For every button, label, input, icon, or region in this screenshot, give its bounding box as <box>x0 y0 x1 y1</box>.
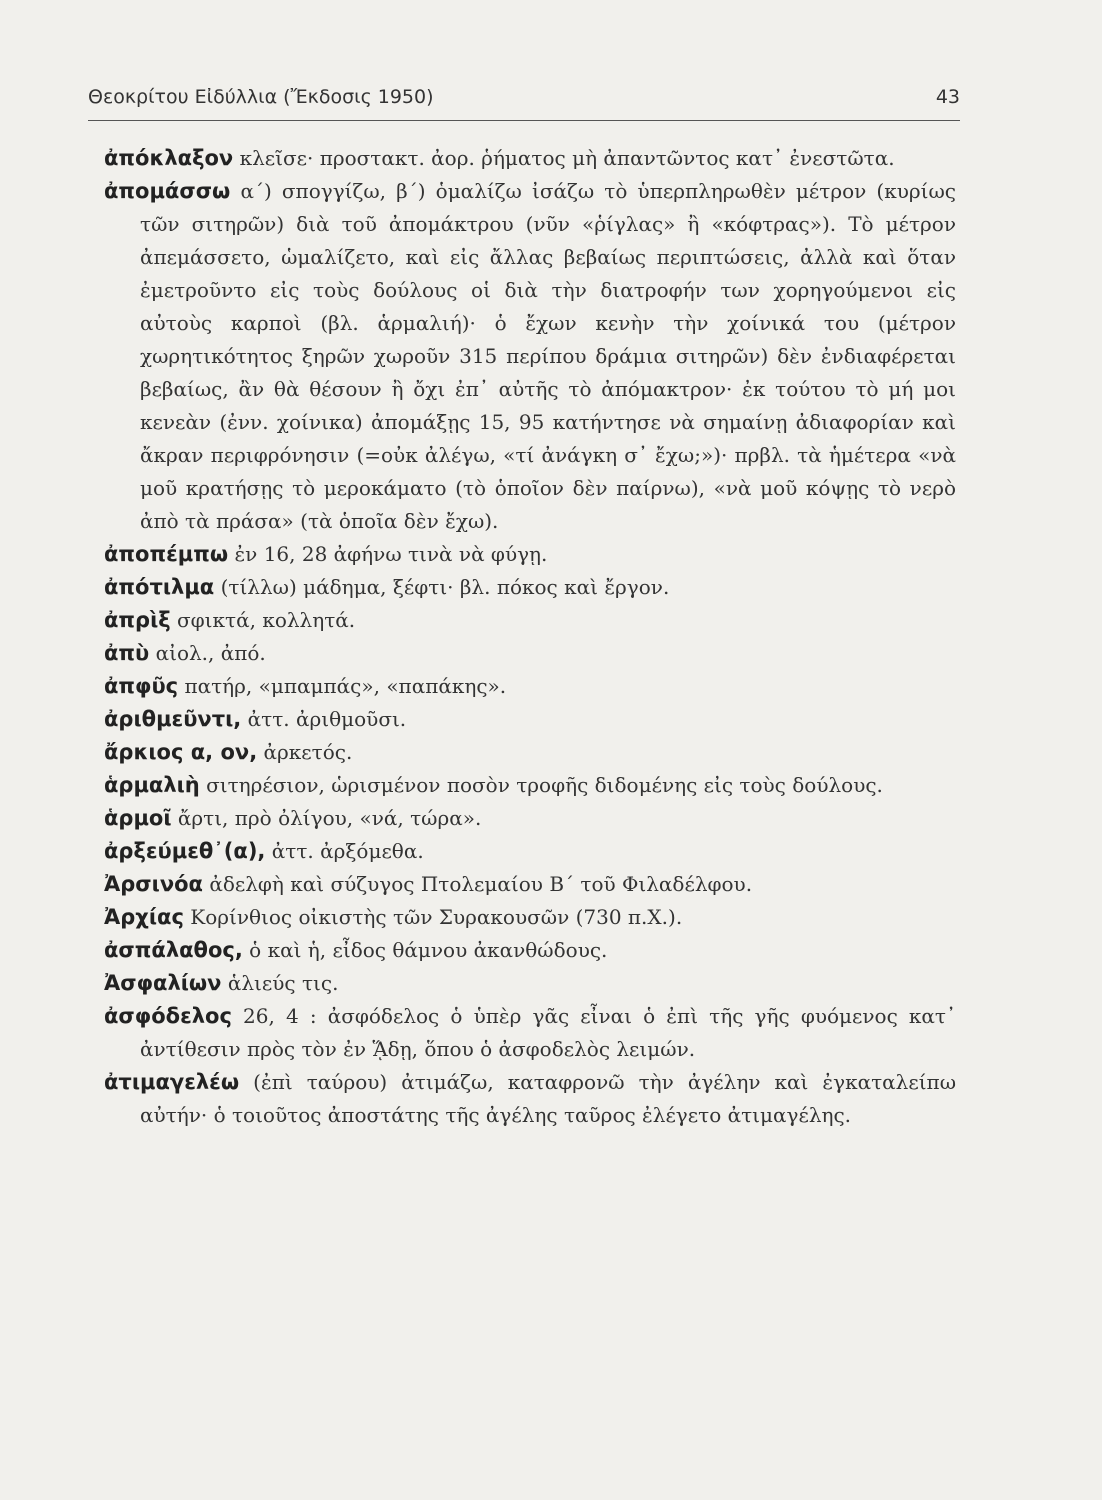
page-number: 43 <box>935 86 960 108</box>
entry-lemma: ἁρμαλιὴ <box>104 773 200 797</box>
entry-lemma: ἁρμοῖ <box>104 806 172 830</box>
entry-definition: ἀττ. ἀρξόμεθα. <box>265 839 424 863</box>
entry-lemma: ἀπὺ <box>104 641 150 665</box>
entry-definition: 26, 4 : ἀσφόδελος ὁ ὑπὲρ γᾶς εἶναι ὁ ἐπὶ τῆς γῆς φυόμενος κατ᾽ ἀντίθεσιν πρὸς τὸν ἐν ᾍδῃ, ὅπου ὁ ἀσφοδελὸς λειμών. <box>140 1004 956 1061</box>
entry-definition: πατήρ, «μπαμπάς», «παπάκης». <box>178 674 507 698</box>
entry-definition: ἐν 16, 28 ἀφήνω τινὰ νὰ φύγῃ. <box>228 542 548 566</box>
entry-apotilma <box>104 571 956 604</box>
entry-arsinoa <box>104 868 956 901</box>
entry-definition: Κορίνθιος οἰκιστὴς τῶν Συρακουσῶν (730 π.Χ.). <box>183 905 683 929</box>
entry-definition: ὁ καὶ ἡ, εἶδος θάμνου ἀκανθώδους. <box>242 938 608 962</box>
entry-lemma: Ἀρσινόα <box>104 872 203 896</box>
entry-archias <box>104 901 956 934</box>
entry-apoklaxon <box>104 142 956 175</box>
entry-lemma: Ἀσφαλίων <box>104 971 222 995</box>
entry-lemma: ἀσφόδελος <box>104 1004 232 1028</box>
entry-apopempo <box>104 538 956 571</box>
entry-definition: αἰολ., ἀπό. <box>149 641 266 665</box>
entry-lemma: ἀπφῦς <box>104 674 179 698</box>
glossary-entries <box>104 142 956 1132</box>
entry-apphys <box>104 670 956 703</box>
entry-lemma: ἀπότιλμα <box>104 575 215 599</box>
entry-lemma: ἀπομάσσω <box>104 179 231 203</box>
header-rule <box>88 120 960 121</box>
entry-harmoi <box>104 802 956 835</box>
entry-aprix <box>104 604 956 637</box>
entry-definition: σιτηρέσιον, ὡρισμένον ποσὸν τροφῆς διδομένης εἰς τοὺς δούλους. <box>199 773 883 797</box>
entry-definition: α΄) σπογγίζω, β΄) ὁμαλίζω ἰσάζω τὸ ὑπερπληρωθὲν μέτρον (κυρίως τῶν σιτηρῶν) διὰ τοῦ ἀπομάκτρου (νῦν «ῥίγλας» ἢ «κόφτρας»). Τὸ μέτρον ἀπεμάσσετο, ὡμαλίζετο, καὶ εἰς ἄλλας βεβαίως περιπτώσεις, ἀλλὰ καὶ ὅταν ἐμετροῦντο εἰς τοὺς δούλους οἱ διὰ τὴν διατροφήν των χορηγούμενοι εἰς αὐτοὺς καρποὶ (βλ. ἁρμαλιή)· ὁ ἔχων κενὴν τὴν χοίνικά του (μέτρον χωρητικότητος ξηρῶν χωροῦν 315 περίπου δράμια σιτηρῶν) δὲν ἐνδιαφέρεται βεβαίως, ἂν θὰ θέσουν ἢ ὄχι ἐπ᾽ αὐτῆς τὸ ἀπόμακτρον· ἐκ τούτου τὸ μή μοι κενεὰν (ἐνν. χοίνικα) ἀπομάξῃς 15, 95 κατήντησε νὰ σημαίνῃ ἀδιαφορίαν καὶ ἄκραν περιφρόνησιν (=οὐκ ἀλέγω, «τί ἀνάγκη σ᾽ ἔχω;»)· πρβλ. τὰ ἡμέτερα «νὰ μοῦ κρατήσῃς τὸ μεροκάματο (τὸ ὁποῖον δὲν παίρνω), «νὰ μοῦ κόψῃς τὸ νερὸ ἀπὸ τὰ πράσα» (τὰ ὁποῖα δὲν ἔχω). <box>140 179 956 533</box>
entry-lemma: ἀπρὶξ <box>104 608 171 632</box>
entry-definition: κλεῖσε· προστακτ. ἀορ. ῥήματος μὴ ἀπαντῶντος κατ᾽ ἐνεστῶτα. <box>233 146 895 170</box>
entry-aspalathos <box>104 934 956 967</box>
entry-lemma: ἀρξεύμεθ᾽(α), <box>104 839 266 863</box>
entry-definition: σφικτά, κολλητά. <box>170 608 356 632</box>
entry-asphodelos <box>104 1000 956 1066</box>
entry-lemma: ἀποπέμπω <box>104 542 229 566</box>
entry-definition: (τίλλω) μάδημα, ξέφτι· βλ. πόκος καὶ ἔργον. <box>214 575 670 599</box>
entry-lemma: ἀτιμαγελέω <box>104 1070 240 1094</box>
entry-asphalion <box>104 967 956 1000</box>
entry-lemma: ἀσπάλαθος, <box>104 938 243 962</box>
entry-apomasso <box>104 175 956 538</box>
entry-arxeumetha <box>104 835 956 868</box>
entry-definition: (ἐπὶ ταύρου) ἀτιμάζω, καταφρονῶ τὴν ἀγέλην καὶ ἐγκαταλείπω αὐτήν· ὁ τοιοῦτος ἀποστάτης τῆς ἀγέλης ταῦρος ἐλέγετο ἀτιμαγέλης. <box>140 1070 956 1127</box>
entry-definition: ἀρκετός. <box>257 740 353 764</box>
entry-lemma: Ἀρχίας <box>104 905 184 929</box>
header-title: Θεοκρίτου Εἰδύλλια (Ἔκδοσις 1950) <box>88 86 434 108</box>
entry-definition: ἀττ. ἀριθμοῦσι. <box>241 707 407 731</box>
entry-lemma: ἀπόκλαξον <box>104 146 234 170</box>
entry-definition: ἁλιεύς τις. <box>221 971 339 995</box>
entry-definition: ἄρτι, πρὸ ὀλίγου, «νά, τώρα». <box>171 806 482 830</box>
entry-arithmeunti <box>104 703 956 736</box>
running-header <box>88 86 960 108</box>
entry-harmalie <box>104 769 956 802</box>
entry-arkios <box>104 736 956 769</box>
entry-definition: ἀδελφὴ καὶ σύζυγος Πτολεμαίου Β΄ τοῦ Φιλαδέλφου. <box>202 872 753 896</box>
entry-atimageleo <box>104 1066 956 1132</box>
entry-lemma: ἀριθμεῦντι, <box>104 707 242 731</box>
entry-apy <box>104 637 956 670</box>
entry-lemma: ἄρκιος α, ον, <box>104 740 258 764</box>
